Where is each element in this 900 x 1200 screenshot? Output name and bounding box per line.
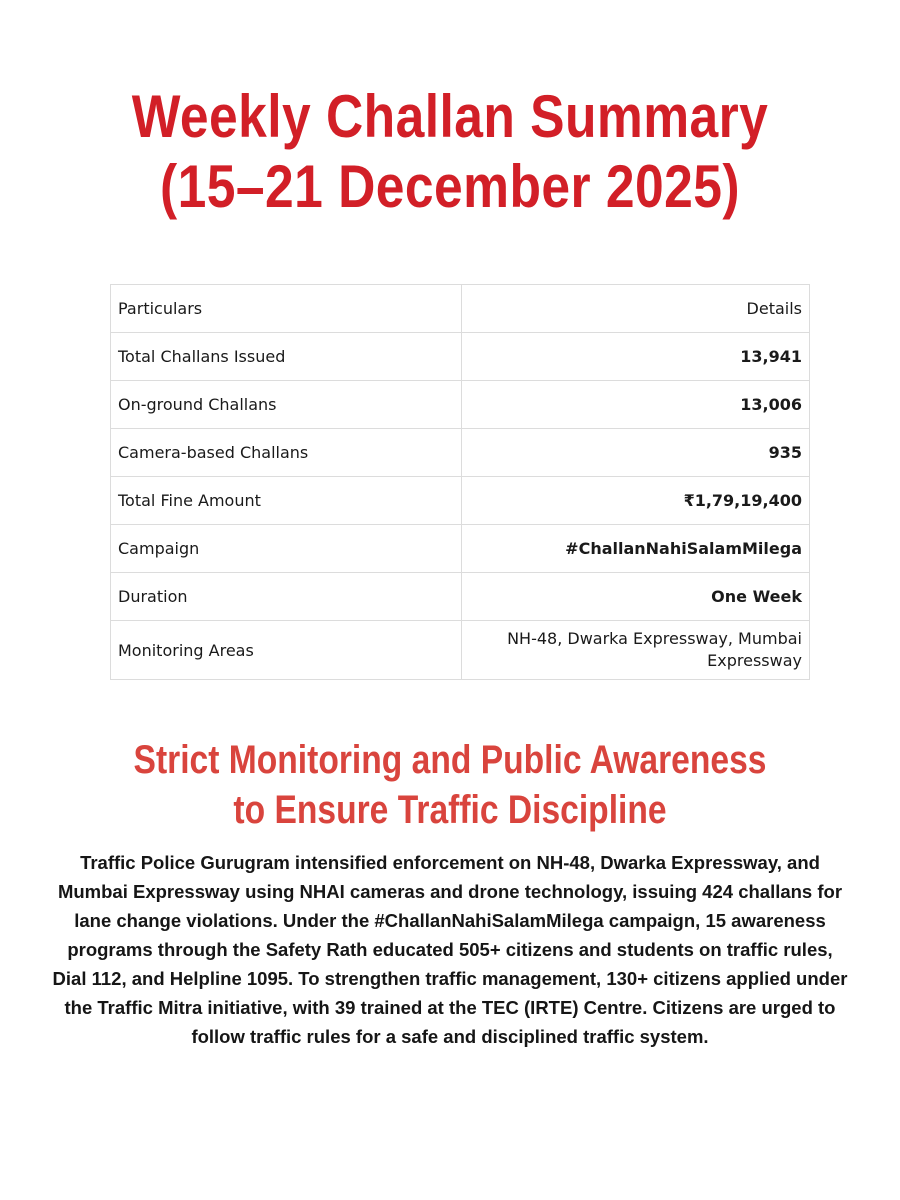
title-line-2: (15–21 December 2025) bbox=[160, 153, 740, 220]
body-paragraph: Traffic Police Gurugram intensified enforcement on NH-48, Dwarka Expressway, and Mumbai Expressway using NHAI cameras and drone technology, issuing 424 challans for lane change violations. Under the #ChallanNahiSalamMilega campaign, 15 awareness programs through the Safety Rath educated 505+ citizens and students on traffic rules, Dial 112, and Helpline 1095. To strengthen traffic management, 130+ citizens applied under the Traffic Mitra initiative, with 39 trained at the TEC (IRTE) Centre. Citizens are urged to follow traffic rules for a safe and disciplined traffic system. bbox=[52, 852, 848, 1047]
row-value-camera-based: 935 bbox=[462, 429, 810, 477]
table-row bbox=[111, 621, 810, 680]
row-label-monitoring-areas: Monitoring Areas bbox=[111, 621, 462, 680]
row-label-campaign: Campaign bbox=[111, 525, 462, 573]
table-row bbox=[111, 477, 810, 525]
row-value-monitoring-areas: NH-48, Dwarka Expressway, Mumbai Expressway bbox=[462, 621, 810, 680]
row-label-total-challans: Total Challans Issued bbox=[111, 333, 462, 381]
row-label-on-ground: On-ground Challans bbox=[111, 381, 462, 429]
section-heading-line-2: to Ensure Traffic Discipline bbox=[233, 788, 667, 832]
row-label-duration: Duration bbox=[111, 573, 462, 621]
row-label-fine-amount: Total Fine Amount bbox=[111, 477, 462, 525]
table-header-row bbox=[111, 285, 810, 333]
title-line-1: Weekly Challan Summary bbox=[131, 83, 769, 150]
row-value-campaign: #ChallanNahiSalamMilega bbox=[462, 525, 810, 573]
row-label-camera-based: Camera-based Challans bbox=[111, 429, 462, 477]
table-row bbox=[111, 525, 810, 573]
row-value-total-challans: 13,941 bbox=[462, 333, 810, 381]
row-value-fine-amount: ₹1,79,19,400 bbox=[462, 477, 810, 525]
section-heading-line-1: Strict Monitoring and Public Awareness bbox=[133, 738, 767, 782]
table-row bbox=[111, 333, 810, 381]
table-row bbox=[111, 429, 810, 477]
table-row bbox=[111, 573, 810, 621]
challan-summary-table bbox=[110, 284, 810, 680]
header-details: Details bbox=[462, 285, 810, 333]
header-particulars: Particulars bbox=[111, 285, 462, 333]
row-value-duration: One Week bbox=[462, 573, 810, 621]
page-title bbox=[63, 82, 837, 222]
row-value-on-ground: 13,006 bbox=[462, 381, 810, 429]
section-heading bbox=[72, 735, 828, 835]
table-row bbox=[111, 381, 810, 429]
